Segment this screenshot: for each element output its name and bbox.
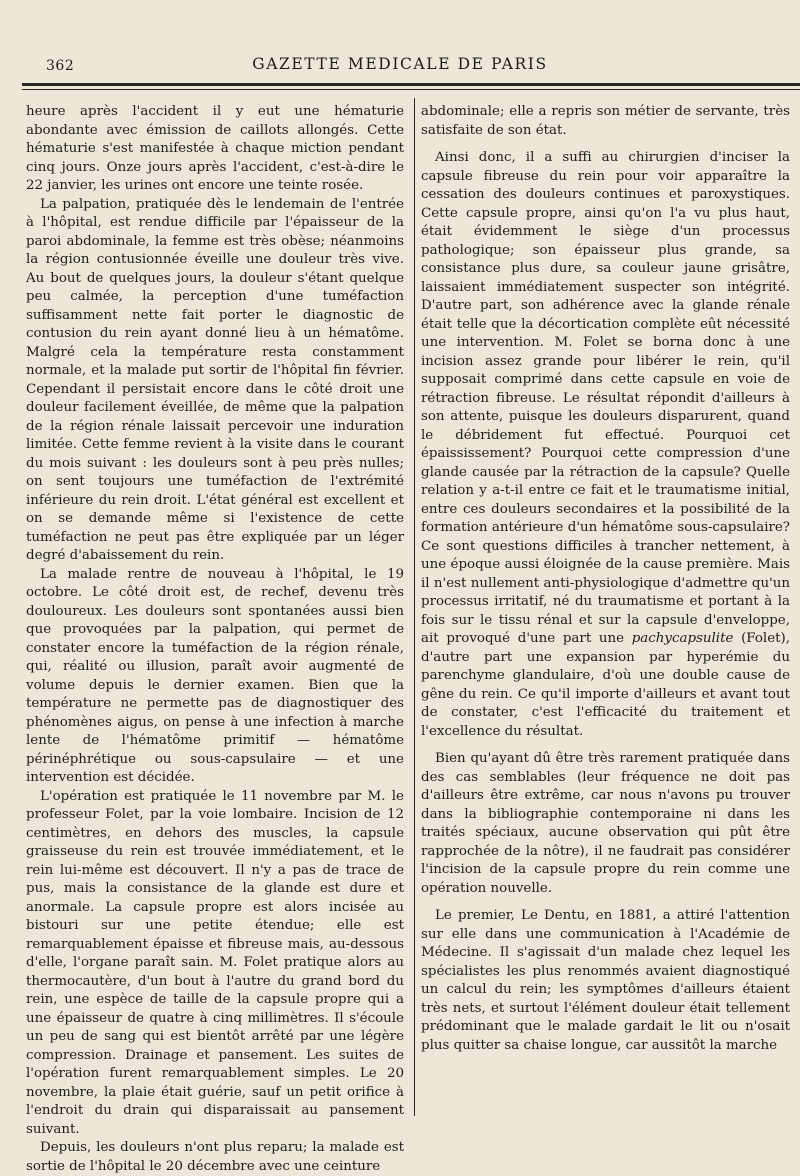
column-divider [414, 98, 415, 1116]
paragraph: La malade rentre de nouveau à l'hôpital, le 19 octobre. Le côté droit est, de rechef, devenu très douloureux. Les douleurs sont spontanées aussi bien que provoquées par la palpation, qui permet de constater encore la tuméfaction de la région rénale, qui, réalité ou illusion, paraît avoir augmenté de volume depuis le dernier examen. Bien que la température ne permette pas de diagnostiquer des phénomènes aigus, on pense à une infection à marche lente de l'hématôme primitif — hématôme périnéphrétique ou sous-capsulaire — et une intervention est décidée. [26, 566, 404, 785]
running-header [0, 0, 800, 92]
paragraph-text: Ainsi donc, il a suffi au chirurgien d'inciser la capsule fibreuse du rein pour voir apparaître la cessation des douleurs continues et paroxystiques. Cette capsule propre, ainsi qu'on l'a vu plus haut, était évidemment le siège d'un processus pathologique; son épaisseur plus grande, sa consistance plus dure, sa couleur jaune grisâtre, laissaient immédiatement suspecter son intégrité. D'autre part, son adhérence avec la glande rénale était telle que la décortication complète eût nécessité une intervention. M. Folet se borna donc à une incision assez grande pour libérer le rein, qu'il supposait comprimé dans cette capsule en voie de rétraction fibreuse. Le résultat répondit d'ailleurs à son attente, puisque les douleurs disparurent, quand le débridement fut effectué. Pourquoi cet épaississement? Pourquoi cette compression d'une glande causée par la rétraction de la capsule? Quelle relation y a-t-il entre ce fait et le traumatisme initial, entre ces douleurs secondaires et la possibilité de la formation antérieure d'un hématôme sous-capsulaire? Ce sont questions difficiles à trancher nettement, à une époque aussi éloignée de la cause première. Mais il n'est nullement anti-physiologique d'admettre qu'un processus irritatif, né du traumatisme et portant à la fois sur le tissu rénal et sur la capsule d'enveloppe, ait provoqué d'une part une [421, 150, 790, 646]
italic-term: pachycapsulite [631, 631, 734, 646]
header-rule-thick [22, 83, 800, 86]
page-number: 362 [46, 58, 75, 74]
paragraph: Le premier, Le Dentu, en 1881, a attiré l'attention sur elle dans une communication à l'Académie de Médecine. Il s'agissait d'un malade chez lequel les spécialistes les plus renommés avaient diagnostiqué un calcul du rein; les symptômes d'ailleurs étaient très nets, et surtout l'élément douleur était tellement prédominant que le malade gardait le lit ou n'osait plus quitter sa chaise longue, car aussitôt la marche [421, 908, 790, 1053]
left-column [26, 103, 404, 1174]
paragraph [421, 149, 790, 741]
paragraph: abdominale; elle a repris son métier de servante, très satisfaite de son état. [421, 104, 790, 138]
paragraph-text: (Folet), d'autre part une expansion par hyperémie du parenchyme glandulaire, d'où une double cause de gêne du rein. Ce qu'il importe d'ailleurs et avant tout de constater, c'est l'efficacité du traitement et l'excellence du résultat. [421, 631, 790, 739]
right-column [421, 103, 790, 1113]
header-rule-thin [22, 89, 800, 90]
journal-title: GAZETTE MEDICALE DE PARIS [252, 55, 548, 73]
paragraph: Bien qu'ayant dû être très rarement pratiquée dans des cas semblables (leur fréquence ne doit pas d'ailleurs être extrême, car nous n'avons pu trouver dans la bibliographie contemporaine ni dans les traités spéciaux, aucune observation qui pût être rapprochée de la nôtre), il ne faudrait pas considérer l'incision de la capsule propre du rein comme une opération nouvelle. [421, 751, 790, 896]
paragraph: heure après l'accident il y eut une hématurie abondante avec émission de caillots allongés. Cette hématurie s'est manifestée à chaque miction pendant cinq jours. Onze jours après l'accident, c'est-à-dire le 22 janvier, les urines ont encore une teinte rosée. [26, 104, 404, 193]
paragraph: Depuis, les douleurs n'ont plus reparu; la malade est sortie de l'hôpital le 20 décembre avec une ceinture [26, 1140, 404, 1174]
paragraph: L'opération est pratiquée le 11 novembre par M. le professeur Folet, par la voie lombaire. Incision de 12 centimètres, en dehors des muscles, la capsule graisseuse du rein est trouvée immédiatement, et le rein lui-même est découvert. Il n'y a pas de trace de pus, mais la consistance de la glande est dure et anormale. La capsule propre est alors incisée au bistouri sur une petite étendue; elle est remarquablement épaisse et fibreuse mais, au-dessous d'elle, l'organe paraît sain. M. Folet pratique alors au thermocautère, d'un bout à l'autre du grand bord du rein, une espèce de taille de la capsule propre qui a une épaisseur de quatre à cinq millimètres. Il s'écoule un peu de sang qui est bientôt arrêté par une légère compression. Drainage et pansement. Les suites de l'opération furent remarquablement simples. Le 20 novembre, la plaie était guérie, sauf un petit orifice à l'endroit du drain qui disparaissait au pansement suivant. [26, 788, 404, 1137]
paragraph: La palpation, pratiquée dès le lendemain de l'entrée à l'hôpital, est rendue difficile par l'épaisseur de la paroi abdominale, la femme est très obèse; néanmoins la région contusionnée éveille une douleur très vive. Au bout de quelques jours, la douleur s'étant quelque peu calmée, la perception d'une tuméfaction suffisamment nette fait porter le diagnostic de contusion du rein ayant donné lieu à un hématôme. Malgré cela la température resta constamment normale, et la malade put sortir de l'hôpital fin février. Cependant il persistait encore dans le côté droit une douleur facilement éveillée, de même que la palpation de la région rénale laissait percevoir une induration limitée. Cette femme revient à la visite dans le courant du mois suivant : les douleurs sont à peu près nulles; on sent toujours une tuméfaction de l'extrémité inférieure du rein droit. L'état général est excellent et on se demande même si l'existence de cette tuméfaction ne peut pas être expliquée par un léger degré d'abaissement du rein. [26, 196, 404, 563]
